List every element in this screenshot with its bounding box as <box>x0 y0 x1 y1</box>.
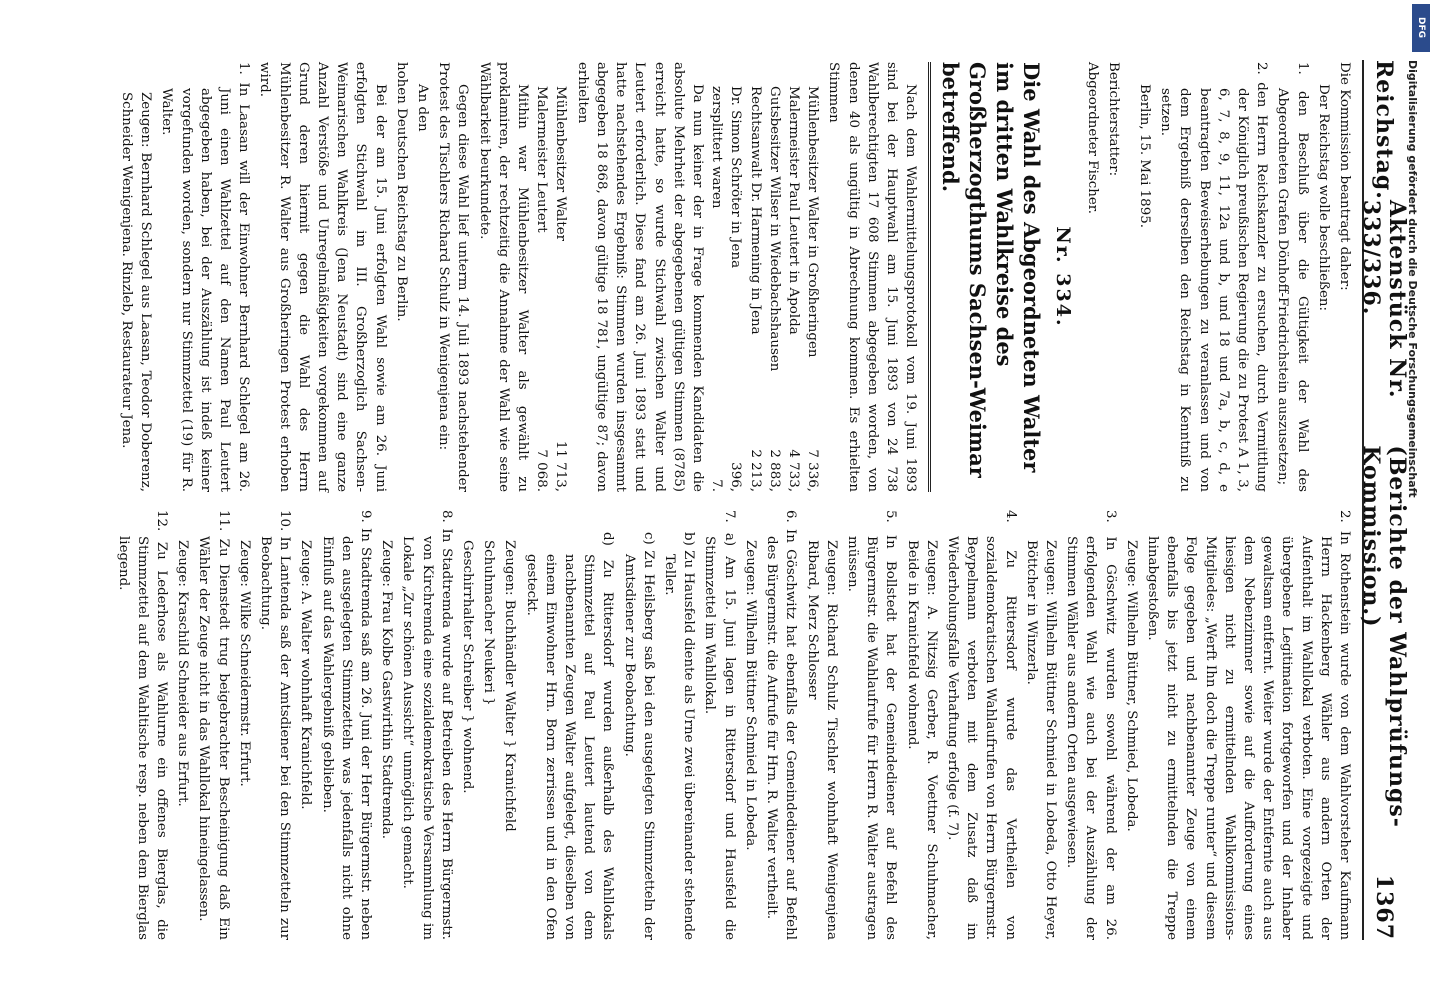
witness-line: Geschirrhalter Schreiber } wohnend. <box>460 540 476 794</box>
sub-item: b) Zu Hausfeld diente als Urne zwei übereinander stehende Teller. <box>662 532 697 940</box>
witness-line: Zeugen: Bernhard Schlegel aus Laasan, Teodor Doberenz, Schneider Wenigenjena. Rinzleb, Restaurateur Jena. <box>119 92 154 492</box>
page-header <box>1358 60 1410 940</box>
section-title: Die Wahl des Abgeordneten Walter im dritten Wahlkreise des Großherzogthums Sachsen-Weimar betreffend. <box>928 62 1045 492</box>
sub-item: c) Zu Heilsberg saß bei den ausgelegten Stimmzetteln der Amtsdiener zur Beobachtung. <box>621 532 656 940</box>
document-number: Nr. 334. <box>1052 226 1075 328</box>
vote-count: 7 336, <box>805 449 821 492</box>
list-item: 2. den Herrn Reichskanzler zu ersuchen, durch Vermittlung der Königlich preußischen Regierung die zu Protest A 1, 3, 6, 7, 8, 9, 11, 12a und b, und 18 und 7a, b, c, d, e beantragten Beweiserhebungen zu veranlassen und von dem Ergebniß derselben den Reichstag in Kenntniß zu setzen. <box>1158 62 1270 492</box>
list-item: 2. In Rothenstein wurde von dem Wahlvorsteher Kaufmann Herrn Hackenberg Wähler aus andern Orten der Aufenthalt im Wahllokal verboten. Eine vorgezeigte und übergebene Legitimation fortgeworfen und der Inhaber gewaltsam entfernt. Weiter wurde der Entfernte auch aus dem Nebenzimmer sowie auf die Aufforderung eines hiesigen nicht zu ermittelnden Wahlkommissions-Mitgliedes: „Werft Ihn doch die Treppe runter“ und diesem Folge gegeben und nachbenannter Zeuge von einem ebenfalls bis jetzt nicht zu ermittelnden die Treppe hinabgestoßen. <box>1144 510 1352 940</box>
witness-line: Zeugen: Buchhändler Walter } Kranichfeld <box>502 540 518 832</box>
header-doc-number: Aktenstück Nr. 333/336. <box>1358 199 1410 399</box>
para: Nach dem Wahlermittelungsprotokoll vom 19. Juni 1893 sind bei der Hauptwahl am 15. Juni 1893 von 24 738 Wahlberechtigten 17 608 Stimmen abgegeben worden, von denen 40 als ungültig in Abrechnung kommen. Es erhielten Stimmen <box>826 62 919 492</box>
list-item: 9. In Stadtremda saß am 26. Juni der Herr Bürgermstr. neben den ausgelegten Stimmzetteln was jedenfalls nicht ohne Einfluß auf das Wahlergebniß geblieben. <box>319 510 374 940</box>
witness-line: Schuhmacher Neukeri } <box>481 540 497 706</box>
vote-count: 7 068. <box>534 449 550 492</box>
right-column <box>111 510 1354 940</box>
vote-row <box>784 62 803 492</box>
list-item: 3. In Göschwitz wurden sowohl während der am 26. erfolgenden Wahl wie auch bei der Auszählung der Stimmen Wähler aus andern Orten ausgewiesen. <box>1064 510 1118 940</box>
vote-count: 2 883, <box>766 449 782 492</box>
candidate-list <box>707 62 822 492</box>
list-item: 7. a) Am 15. Juni lagen in Rittersdorf und Hausfeld die Stimmzettel im Wahllokal. <box>702 510 737 940</box>
candidate-name: Malermeister Paul Leutert in Apolda <box>785 86 801 335</box>
list-item: 8. In Stadtremda wurde auf Betreiben des Herrn Bürgermstr. von Kirchremda eine sozialdemokratische Versammlung im Lokale „Zur schönen Aussicht“ unmöglich gemacht. <box>400 510 454 940</box>
reporter-name: Abgeordneter Fischer. <box>1084 62 1100 214</box>
list-item: 6. In Göschwitz hat ebenfalls der Gemeindediener auf Befehl des Bürgermstr. die Aufrufe für Hrn. R. Walter vertheilt. <box>764 510 799 940</box>
vote-row <box>707 62 726 492</box>
witness-line: Zeuge: Wilhelm Büttner, Schmied, Lobeda. <box>1123 540 1139 832</box>
header-left: Reichstag. <box>1371 60 1397 200</box>
candidate-name: Mühlenbesitzer Walter <box>553 86 569 242</box>
vote-row <box>726 62 745 492</box>
para: Gegen diese Wahl lief unterm 14. Juli 1893 nachstehender Protest des Tischlers Richard Schulz in Wenigenjena ein: <box>436 62 471 492</box>
list-item: 1. den Beschluß über die Gültigkeit der Wahl des Abgeordneten Grafen Dönhoff-Friedrichstein auszusetzen; <box>1275 62 1310 492</box>
list-item: 11. Zu Dienstedt trug beigebrachter Bescheinigung daß Ein Wähler der Zeuge nicht in das Wahllokal hineingelassen. <box>196 510 231 940</box>
vote-count: 7. <box>709 479 725 492</box>
candidate-name: Rechtsanwalt Dr. Harmening in Jena <box>747 86 763 335</box>
witness-line: Zeuge: Kraschild Schneider aus Erfurt. <box>175 540 191 807</box>
vote-row <box>803 62 822 492</box>
dfg-logo: DFG <box>1412 4 1430 52</box>
reporter-label: Berichterstatter: <box>1105 62 1121 177</box>
list-item: 1. In Laasan will der Einwohner Bernhard Schlegel am 26. Juni einen Wahlzettel auf den Namen Paul Leutert abgegeben haben, bei der Auszählung ist indeß keiner vorgefunden worden, sondern nur Stimmzettel (19) für R. Walter. <box>159 62 252 492</box>
witness-line: Zeugen: A. Nitzsig Gerber, R. Voettner Schuhmacher, Beide in Kranichfeld wohnend. <box>904 540 939 940</box>
witness-line: Zeugen: Wilhelm Büttner Schmied in Lobeda, Otto Heyer, Böttcher in Winzerla. <box>1023 540 1058 940</box>
para: Bei der am 15. Juni erfolgten Wahl sowie am 26. Juni erfolgten Stichwahl im III. Großherzoglich Sachsen-Weimarischen Wahlkreis (Jena Neustadt) sind eine ganze Anzahl Verstöße und Unregelmäßigkeiten vorgekommen auf Grund deren hiermit gegen die Wahl des Herrn Mühlenbesitzer R. Walter aus Großheringen Protest erhoben wird. <box>257 62 388 492</box>
list-item: 12. Zu Lederhose als Wahlurne ein offenes Bierglas, die Stimmzettel auf dem Wahltische resp. neben dem Bierglas liegend. <box>115 510 170 940</box>
candidate-name: Malermeister Leutert <box>534 86 550 233</box>
para: hohen Deutschen Reichstag zu Berlin. <box>393 62 409 322</box>
witness-line: Zeuge: Wilke Schneidermstr. Erfurt. <box>236 540 252 787</box>
witness-line: Zeuge: Frau Kolbe Gastwirthin Stadtremda. <box>379 540 395 839</box>
sub-item: d) Zu Rittersdorf wurden außerhalb des Wahllokals Stimmzettel auf Paul Leutert lautend von dem nachbenannten Zeugen Walter aufgelegt, dieselben von einem Einwohner Hrn. Born zerrissen und in den Ofen gesteckt. <box>523 532 616 940</box>
vote-row <box>551 62 570 492</box>
vote-row <box>532 62 551 492</box>
para: Mithin war Mühlenbesitzer Walter als gewählt zu proklamiren, der rechtzeitig die Annahme der Wahl wie seine Wählbarkeit beurkundete. <box>476 62 531 492</box>
para: Da nun keiner der in Frage kommenden Kandidaten die absolute Mehrheit der abgegebenen gültigen Stimmen (8785) erreicht hatte, so wurde Stichwahl zwischen Walter und Leutert erforderlich. Diese fand am 26. Juni 1893 statt und hatte nachstehendes Ergebniß: Stimmen wurden insgesammt abgegeben 18 868, davon gültige 18 781, ungültige 87; davon erhielten <box>574 62 705 492</box>
witness-line: Zeugen: Richard Schulz Tischler wohnhaft Wenigenjena Ribard, Merz Schlosser <box>804 540 839 940</box>
page-number: 1367 <box>1371 874 1397 940</box>
list-item: 10. In Lantenda saß der Amtsdiener bei den Stimmzetteln zur Beobachtung. <box>258 510 293 940</box>
left-column <box>115 62 1354 492</box>
candidate-name: Gutsbesitzer Wilser in Wiedebachshausen <box>766 86 782 372</box>
vote-count: 2 213, <box>747 449 763 492</box>
date-line: Berlin, 15. Mai 1895. <box>1136 84 1152 228</box>
para: Der Reichstag wolle beschließen: <box>1315 84 1331 312</box>
para: Die Kommission beantragt daher: <box>1337 62 1352 291</box>
vote-row <box>765 62 784 492</box>
candidate-name: zersplittert waren <box>709 86 725 209</box>
witness-line: Zeugen: Wilhelm Büttner Schmied in Lobeda. <box>742 540 758 851</box>
vote-count: 11 713, <box>553 440 569 492</box>
runoff-list <box>532 62 570 492</box>
vote-count: 396, <box>728 462 744 492</box>
list-item: 5. In Bollstedt hat der Gemeindediener auf Befehl des Bürgermstr. die Wahlaufrufe für Herrn R. Walter austragen müssen. <box>844 510 899 940</box>
candidate-name: Mühlenbesitzer Walter in Großheringen <box>805 86 821 358</box>
para: An den <box>415 84 431 132</box>
list-item: 4. Zu Rittersdorf wurde das Vertheilen von sozialdemokratischen Wahlaufrufen von Herrn Bürgermstr. Beypelmann verboten mit dem Zusatz daß im Wiederholungsfalle Verhaftung erfolge (f. 7). <box>944 510 1018 940</box>
header-section: (Berichte der Wahlprüfungs-Kommission.) <box>1358 445 1410 828</box>
candidate-name: Dr. Simon Schröter in Jena <box>728 86 744 269</box>
vote-count: 4 733, <box>785 449 801 492</box>
digitization-credit: Digitalisierung gefördert durch die Deutsche Forschungsgemeinschaft <box>1406 60 1419 498</box>
witness-line: Zeuge: A. Walter wohnhaft Kranichfeld. <box>298 540 314 810</box>
vote-row <box>745 62 764 492</box>
